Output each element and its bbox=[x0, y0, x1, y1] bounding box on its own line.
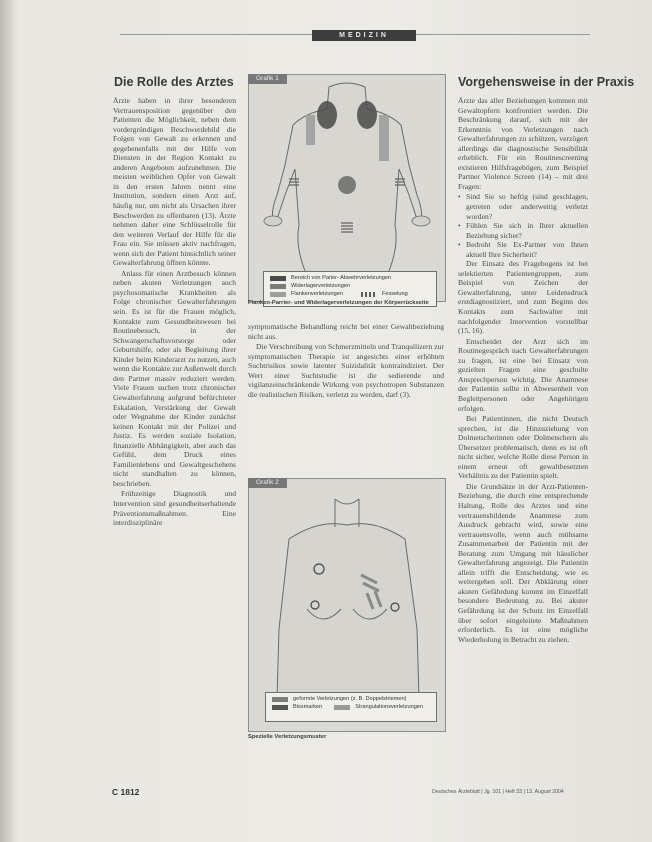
right-paragraph-2: Der Einsatz des Fragebogens ist bei selektierten Patientengruppen, zum Beispiel von Zeichen der Gewalterfahrung, unter Leidensdruck erstdiagnostiziert, und zum Beginn des Kontakts zum Sachwalter mit nachfolgender Intervention vorstellbar (15, 16). bbox=[458, 259, 588, 336]
left-paragraph-1: Ärzte haben in ihrer besonderen Vertrauensposition gegenüber den Patienten die Möglichkeit, neben dem vordergründigen Beschwerdebild die Folgen von Gewalt zu erkennen und gegebenenfalls mit der Hilfe von Diensten in der Region Kontakt zu anderen Angeboten aufzunehmen. Die meisten weiblichen Opfer von Gewalt in den ersten Jahren nennt eine Institution, sondern einen Arzt auf, häufig nur, um nicht als Ursachen ihrer Beschwerden zu offenbaren (13). Ärzte nehmen daher eine Schlüsselrolle für den weiteren Verlauf der Hilfe für die Frau ein. Sie müssen aktiv nachfragen, wenn sich der Patient hinsichtlich seiner Gewalterfahrung öffnen könnte. bbox=[113, 96, 236, 268]
right-paragraph-3: Entscheidet der Arzt sich im Routinegespräch nach Gewalterfahrungen zu fragen, ist eine bei Einsatz von gezielten Fragen eine geschulte Ansprechperson wichtig. Die Anamnese der Patientin sollte in Abwesenheit von Begleitpersonen oder Angehörigen erfolgen. bbox=[458, 336, 588, 413]
legend-label: Bissmarken bbox=[293, 704, 323, 710]
journal-reference: Deutsches Ärzteblatt | Jg. 101 | Heft 33 | 13. August 2004 bbox=[432, 789, 564, 795]
legend-swatch bbox=[270, 276, 286, 281]
figure-2 bbox=[248, 478, 446, 732]
legend-label: Fesselung bbox=[381, 291, 408, 297]
bullet-dot: • bbox=[458, 240, 461, 250]
back-body-illustration bbox=[249, 75, 445, 301]
middle-column bbox=[248, 322, 444, 470]
left-paragraph-2: Anlass für einen Arztbesuch können neben akuten Verletzungen auch psychosomatische Krankheiten als Folge chronischer Gewalterfahrungen sein. Es ist für die Frauen möglich, Kontakte zum Gesundheitswesen bei Routinebesuch, in der Schwangerschaftsvorsorge oder Geburtshilfe, oder als Begleitung ihrer Kinder beim Kinderarzt zu nutzen, auch wenn die Kontakte zur Außenwelt durch den Partner massiv reduziert werden. Viele Frauen suchen trotz chronischer Gewalterfahrung aufgrund befürchteter Eskalation, Verstärkung der Gewalt oder Wegnahme der Kinder zunächst keinen Kontakt mit der Polizei und Justiz. Es werden soziale Isolation, finanzielle Abhängigkeit, aber auch das Gefühl, dem Druck eines Familienlebens und Gewaltgeschehens nicht standhalten zu können, beschrieben. bbox=[113, 268, 236, 488]
legend-item-biss bbox=[272, 703, 436, 711]
section-tag: MEDIZIN bbox=[312, 30, 416, 41]
figure-1-label: Grafik 1 bbox=[248, 74, 287, 84]
bullet-dot: • bbox=[458, 221, 461, 231]
legend-swatch bbox=[272, 705, 288, 710]
legend-item-geformt bbox=[272, 695, 436, 703]
legend-swatch bbox=[361, 292, 377, 297]
left-column bbox=[113, 96, 236, 782]
figure-2-label: Grafik 2 bbox=[248, 478, 287, 488]
legend-item-parier bbox=[270, 274, 436, 282]
right-paragraph-4: Bei Patientinnen, die nicht Deutsch sprechen, ist die Hinzuziehung von Dolmetscherinnen oder Dolmetschern als Übersetzer problematisch, denn es ist oft nicht sicher, welche Rolle diese Person in einem erneut oft gewaltbesetzten Verhältnis zu der Patientin spielt. bbox=[458, 414, 588, 481]
legend-swatch bbox=[272, 697, 288, 702]
bullet-item bbox=[458, 240, 588, 259]
legend-label: geformte Verletzungen (z. B. Doppelstriemen) bbox=[293, 696, 407, 702]
middle-paragraph-2: Die Verschreibung von Schmerzmitteln und Tranquilizern zur symptomatischen Therapie ist angesichts einer erhöhten Suchtrisikos sowie latenter Suizidalität kontraindiziert. Der Wert einer Suchtstudie ist die sedierende und vigilanzeinschränkende Wirkung von psychotropen Substanzen die realistischen Risiken, verletzt zu werden, darf (3). bbox=[248, 342, 444, 399]
bullet-item bbox=[458, 192, 588, 221]
legend-label: Widerlagerverletzungen bbox=[291, 283, 351, 289]
legend-swatch bbox=[270, 292, 286, 297]
legend-label: Flankenverletzungen bbox=[291, 291, 343, 297]
middle-paragraph-1: symptomatische Behandlung reicht bei einer Gewaltbeziehung nicht aus. bbox=[248, 322, 444, 341]
bullet-text: Sind Sie so heftig (sind geschlagen, getreten oder anderweitig verletzt worden? bbox=[466, 192, 588, 221]
figure-1-caption: Flanken-Parrier- und Widerlagerverletzungen der Körperrückseite bbox=[248, 300, 429, 306]
left-heading: Die Rolle des Arztes bbox=[114, 75, 234, 89]
bullet-text: Fühlen Sie sich in Ihrer aktuellen Beziehung sicher? bbox=[466, 221, 588, 240]
legend-swatch bbox=[334, 705, 350, 710]
legend-item-widerlager bbox=[270, 282, 436, 290]
figure-1 bbox=[248, 74, 446, 302]
figure-2-caption: Spezielle Verletzungsmuster bbox=[248, 734, 327, 740]
legend-item-flanken bbox=[270, 290, 436, 298]
bullet-dot: • bbox=[458, 192, 461, 202]
legend-label: Strangulationsverletzungen bbox=[355, 704, 424, 710]
page-number: C 1812 bbox=[112, 787, 140, 797]
right-paragraph-5: Die Grundsätze in der Arzt-Patienten-Beziehung, die durch eine entsprechende Haltung, Rolle des Arztes und eine vertrauensbildende Anamnese zum Ausdruck gebracht wird, sowie eine vertrauensvolle, wenn auch mühsame Zusammenarbeit der Patientin mit der Beratung zum Umgang mit häuslicher Gewalterfahrung angezeigt. Die Patientin allein trifft die Entscheidung, wie es weitergehen soll. Der Abklärung einer akuten Gefährdung kommt im Einzelfall besondere Bedeutung zu. Bei akuter Gefährdung ist der Schutz im Einzelfall über sofort eingeleitete Maßnahmen erforderlich. Es ist eine mögliche Wiederholung in Betracht zu ziehen. bbox=[458, 481, 588, 644]
right-heading: Vorgehensweise in der Praxis bbox=[458, 75, 635, 89]
legend-label: Bereich von Parier- Abwehrverletzungen bbox=[291, 275, 392, 281]
bullet-text: Bedroht Sie Ex-Partner von Ihnen aktuell Ihre Sicherheit? bbox=[466, 240, 588, 259]
right-paragraph-1: Ärzte das aller Beziehungen kommen mit Gewaltopfern konfrontiert werden. Die Beschränkung darauf, sich mit der Erkenntnis von Verletzungen nach Gewalterfahrungen zu schützen, verzögert allerdings die diagnostische Sensibilität erheblich. Für ein Routinescreening existieren Hilfsfragebögen, zum Beispiel Partner Violence Screen (14) – mit drei Fragen: bbox=[458, 96, 588, 191]
legend-swatch bbox=[270, 284, 286, 289]
left-paragraph-3: Frühzeitige Diagnostik und Intervention sind gesundheitserhaltende Präventionsmaßnahmen. Eine interdisziplinäre bbox=[113, 489, 236, 528]
bullet-item bbox=[458, 221, 588, 240]
figure-2-legend bbox=[265, 692, 437, 722]
right-column bbox=[458, 96, 588, 782]
